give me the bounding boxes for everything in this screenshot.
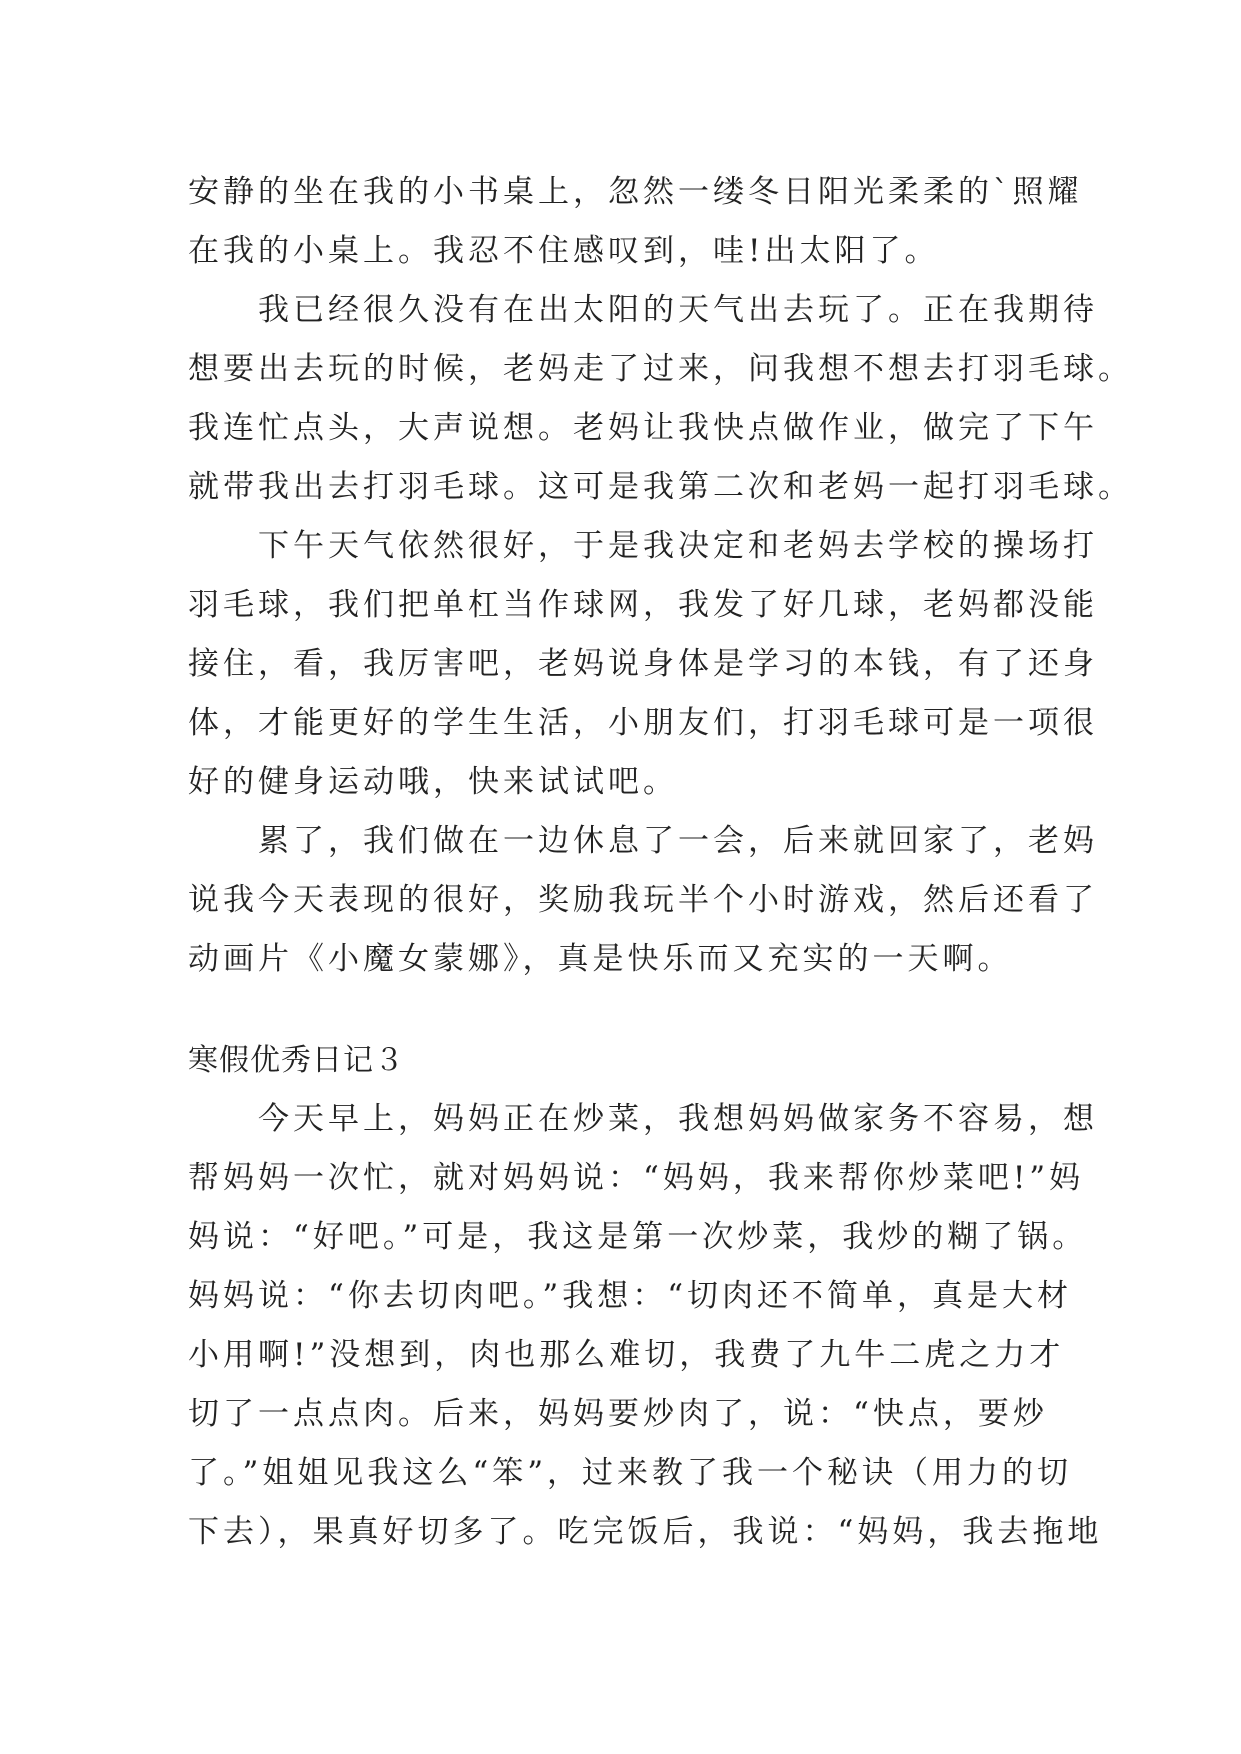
paragraph-line: 好的健身运动哦，快来试试吧。 bbox=[188, 764, 678, 800]
paragraph-line: 切了一点点肉。后来，妈妈要炒肉了，说：“快点，要炒 bbox=[188, 1396, 1048, 1432]
paragraph-line: 体，才能更好的学生生活，小朋友们，打羽毛球可是一项很 bbox=[188, 705, 1098, 741]
paragraph-line: 妈妈说：“你去切肉吧。”我想：“切肉还不简单，真是大材 bbox=[188, 1278, 1073, 1314]
paragraph-line: 我已经很久没有在出太阳的天气出去玩了。正在我期待 bbox=[258, 292, 1098, 328]
paragraph-line: 在我的小桌上。我忍不住感叹到，哇!出太阳了。 bbox=[188, 233, 940, 269]
paragraph-line: 妈说：“好吧。”可是，我这是第一次炒菜，我炒的糊了锅。 bbox=[188, 1219, 1088, 1255]
paragraph-line: 羽毛球，我们把单杠当作球网，我发了好几球，老妈都没能 bbox=[188, 587, 1098, 623]
paragraph-line: 下午天气依然很好，于是我决定和老妈去学校的操场打 bbox=[258, 528, 1098, 564]
paragraph-line: 帮妈妈一次忙，就对妈妈说：“妈妈，我来帮你炒菜吧!”妈 bbox=[188, 1160, 1085, 1196]
paragraph-line: 累了，我们做在一边休息了一会，后来就回家了，老妈 bbox=[258, 823, 1098, 859]
paragraph-line: 今天早上，妈妈正在炒菜，我想妈妈做家务不容易，想 bbox=[258, 1101, 1098, 1137]
paragraph-line: 下去），果真好切多了。吃完饭后，我说：“妈妈，我去拖地 bbox=[188, 1514, 1103, 1550]
paragraph-line: 接住，看，我厉害吧，老妈说身体是学习的本钱，有了还身 bbox=[188, 646, 1098, 682]
section-title: 寒假优秀日记３ bbox=[188, 1043, 405, 1078]
paragraph-line: 就带我出去打羽毛球。这可是我第二次和老妈一起打羽毛球。 bbox=[188, 469, 1133, 505]
diary-entry-3 bbox=[188, 1031, 1103, 1562]
paragraph-line: 说我今天表现的很好，奖励我玩半个小时游戏，然后还看了 bbox=[188, 882, 1098, 918]
paragraph-line: 想要出去玩的时候，老妈走了过来，问我想不想去打羽毛球。 bbox=[188, 351, 1133, 387]
paragraph-line: 安静的坐在我的小书桌上，忽然一缕冬日阳光柔柔的`照耀 bbox=[188, 174, 1083, 210]
diary-entry-2-text bbox=[188, 163, 1133, 989]
paragraph-line: 了。”姐姐见我这么“笨”，过来教了我一个秘诀（用力的切 bbox=[188, 1455, 1073, 1491]
paragraph-line: 动画片《小魔女蒙娜》，真是快乐而又充实的一天啊。 bbox=[188, 941, 1013, 977]
paragraph-line: 小用啊!”没想到，肉也那么难切，我费了九牛二虎之力才 bbox=[188, 1337, 1065, 1373]
paragraph-line: 我连忙点头，大声说想。老妈让我快点做作业，做完了下午 bbox=[188, 410, 1098, 446]
